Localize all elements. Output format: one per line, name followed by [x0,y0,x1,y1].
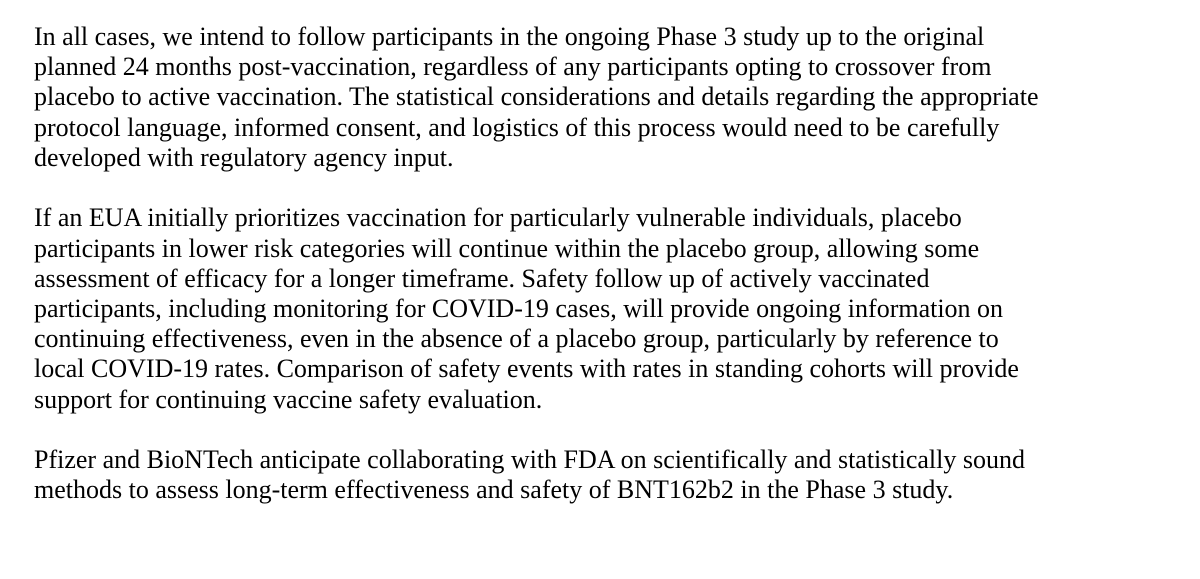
text-line: continuing effectiveness, even in the absence of a placebo group, particularly by reference to [34,324,999,354]
text-line: support for continuing vaccine safety evaluation. [34,384,543,414]
text-line: local COVID-19 rates. Comparison of safety events with rates in standing cohorts will provide [34,354,1019,384]
text-line: placebo to active vaccination. The statistical considerations and details regarding the appropriate [34,82,1039,112]
text-line: methods to assess long-term effectiveness and safety of BNT162b2 in the Phase 3 study. [34,475,954,505]
text-line: participants, including monitoring for COVID-19 cases, will provide ongoing information on [34,294,1004,324]
text-line: In all cases, we intend to follow participants in the ongoing Phase 3 study up to the original [34,22,985,51]
text-line: participants in lower risk categories will continue within the placebo group, allowing some [34,233,980,263]
text-line: Pfizer and BioNTech anticipate collaborating with FDA on scientifically and statistically sound [34,445,1025,475]
text-line: assessment of efficacy for a longer timeframe. Safety follow up of actively vaccinated [34,263,930,293]
document-page [34,22,1184,536]
text-line: If an EUA initially prioritizes vaccination for particularly vulnerable individuals, placebo [34,203,962,233]
text-line: protocol language, informed consent, and logistics of this process would need to be carefully [34,112,1000,142]
paragraph-fda-collaboration [34,445,1184,505]
text-line: planned 24 months post-vaccination, regardless of any participants opting to crossover from [34,52,992,82]
text-line: developed with regulatory agency input. [34,142,454,172]
paragraph-crossover-followup [34,22,1184,173]
paragraph-eua-prioritization [34,203,1184,414]
